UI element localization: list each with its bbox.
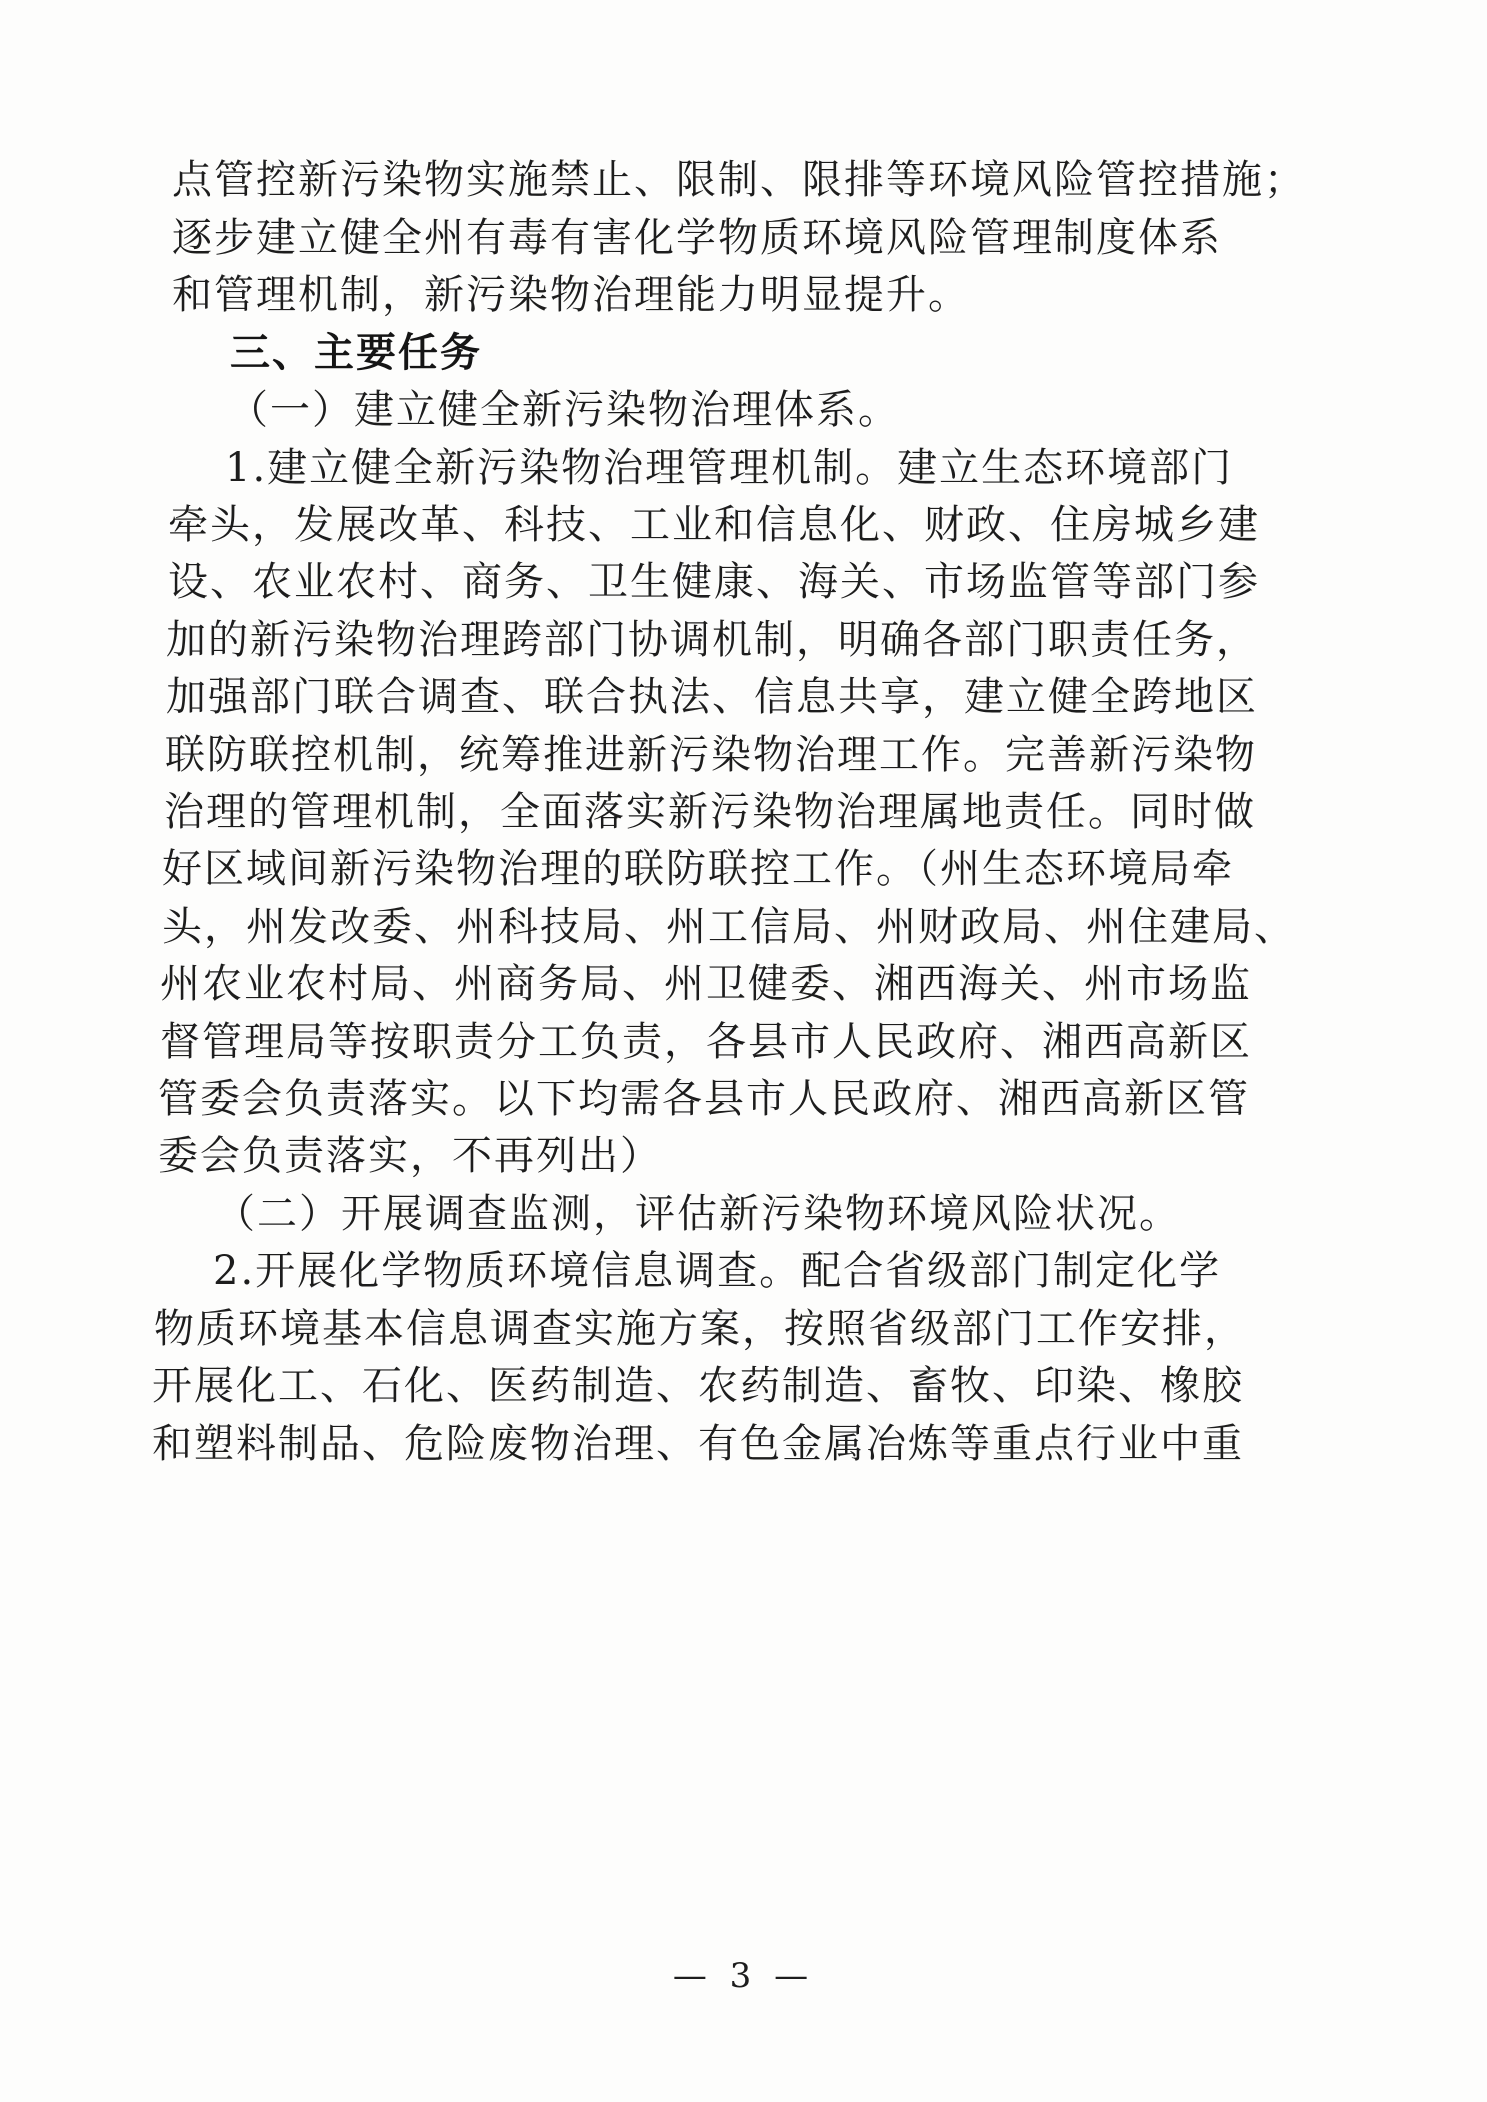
text-line: 2.开展化学物质环境信息调查。配合省级部门制定化学 — [213, 1248, 1222, 1294]
text-line: 治理的管理机制，全面落实新污染物治理属地责任。同时做 — [164, 789, 1256, 835]
text-line: 1.建立健全新污染物治理管理机制。建立生态环境部门 — [225, 445, 1234, 491]
text-line: 头，州发改委、州科技局、州工信局、州财政局、州住建局、 — [162, 904, 1296, 950]
text-line: 加的新污染物治理跨部门协调机制，明确各部门职责任务， — [166, 617, 1258, 663]
text-line: 督管理局等按职责分工负责，各县市人民政府、湘西高新区 — [160, 1019, 1252, 1065]
text-line: 联防联控机制，统筹推进新污染物治理工作。完善新污染物 — [165, 732, 1257, 778]
text-line: 设、农业农村、商务、卫生健康、海关、市场监管等部门参 — [168, 559, 1260, 605]
text-line: 逐步建立健全州有毒有害化学物质环境风险管理制度体系 — [172, 215, 1222, 261]
text-line: 物质环境基本信息调查实施方案，按照省级部门工作安排， — [154, 1306, 1246, 1352]
subsection-heading: （一）建立健全新污染物治理体系。 — [228, 387, 900, 433]
text-line: 和塑料制品、危险废物治理、有色金属冶炼等重点行业中重 — [152, 1421, 1244, 1467]
text-line: 加强部门联合调查、联合执法、信息共享，建立健全跨地区 — [166, 674, 1258, 720]
section-heading: 三、主要任务 — [230, 330, 482, 376]
text-line: 开展化工、石化、医药制造、农药制造、畜牧、印染、橡胶 — [152, 1363, 1244, 1409]
subsection-heading: （二）开展调查监测，评估新污染物环境风险状况。 — [215, 1191, 1181, 1237]
text-line: 和管理机制，新污染物治理能力明显提升。 — [172, 272, 970, 318]
page-number: — 3 — — [672, 1956, 815, 1996]
text-line: 好区域间新污染物治理的联防联控工作。（州生态环境局牵 — [162, 846, 1234, 892]
text-line: 州农业农村局、州商务局、州卫健委、湘西海关、州市场监 — [160, 961, 1252, 1007]
text-line: 牵头，发展改革、科技、工业和信息化、财政、住房城乡建 — [168, 502, 1260, 548]
text-line: 管委会负责落实。以下均需各县市人民政府、湘西高新区管 — [158, 1076, 1250, 1122]
text-line: 点管控新污染物实施禁止、限制、限排等环境风险管控措施； — [172, 157, 1306, 203]
text-line: 委会负责落实，不再列出） — [158, 1133, 662, 1179]
